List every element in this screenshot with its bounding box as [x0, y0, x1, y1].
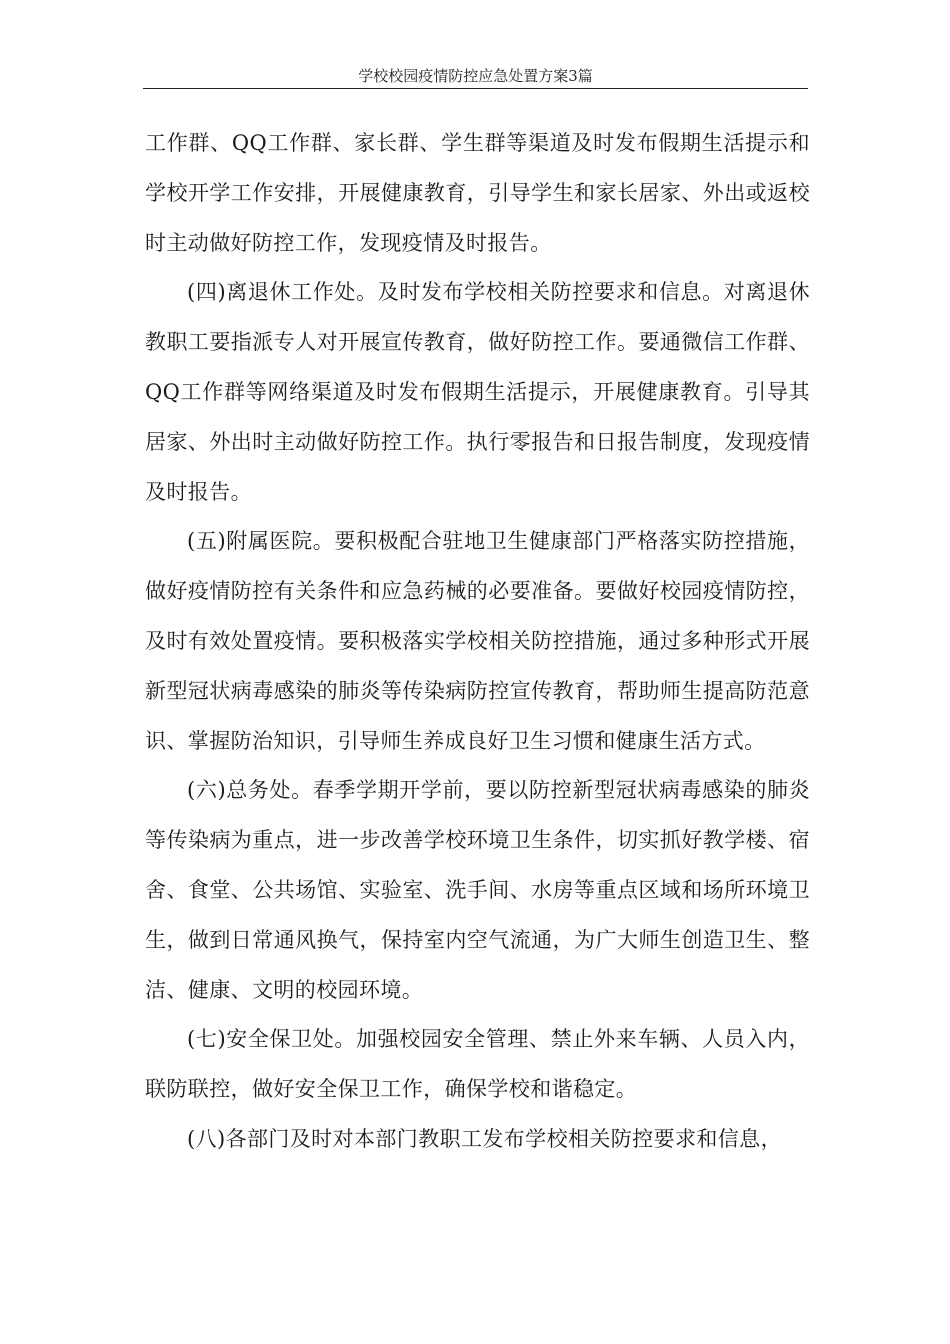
paragraph-retirement-office: (四)离退休工作处。及时发布学校相关防控要求和信息。对离退休教职工要指派专人对开展宣传教育，做好防控工作。要通微信工作群、QQ工作群等网络渠道及时发布假期生活提示，开展健康教育。引导其居家、外出时主动做好防控工作。执行零报告和日报告制度，发现疫情及时报告。 — [145, 280, 810, 504]
paragraph-all-departments: (八)各部门及时对本部门教职工发布学校相关防控要求和信息， — [187, 1126, 782, 1151]
header-divider — [143, 88, 808, 89]
page-header-title: 学校校园疫情防控应急处置方案3篇 — [358, 67, 593, 85]
paragraph-continued: 工作群、QQ工作群、家长群、学生群等渠道及时发布假期生活提示和学校开学工作安排，开展健康教育，引导学生和家长居家、外出或返校时主动做好防控工作，发现疫情及时报告。 — [145, 131, 810, 255]
paragraph-general-affairs: (六)总务处。春季学期开学前，要以防控新型冠状病毒感染的肺炎等传染病为重点，进一步改善学校环境卫生条件，切实抓好教学楼、宿舍、食堂、公共场馆、实验室、洗手间、水房等重点区域和场所环境卫生，做到日常通风换气，保持室内空气流通，为广大师生创造卫生、整洁、健康、文明的校园环境。 — [145, 778, 810, 1002]
document-body — [145, 119, 810, 1165]
paragraph-affiliated-hospital: (五)附属医院。要积极配合驻地卫生健康部门严格落实防控措施，做好疫情防控有关条件和应急药械的必要准备。要做好校园疫情防控，及时有效处置疫情。要积极落实学校相关防控措施，通过多种形式开展新型冠状病毒感染的肺炎等传染病防控宣传教育，帮助师生提高防范意识、掌握防治知识，引导师生养成良好卫生习惯和健康生活方式。 — [145, 529, 810, 753]
paragraph-security-office: (七)安全保卫处。加强校园安全管理、禁止外来车辆、人员入内，联防联控，做好安全保卫工作，确保学校和谐稳定。 — [145, 1027, 810, 1102]
